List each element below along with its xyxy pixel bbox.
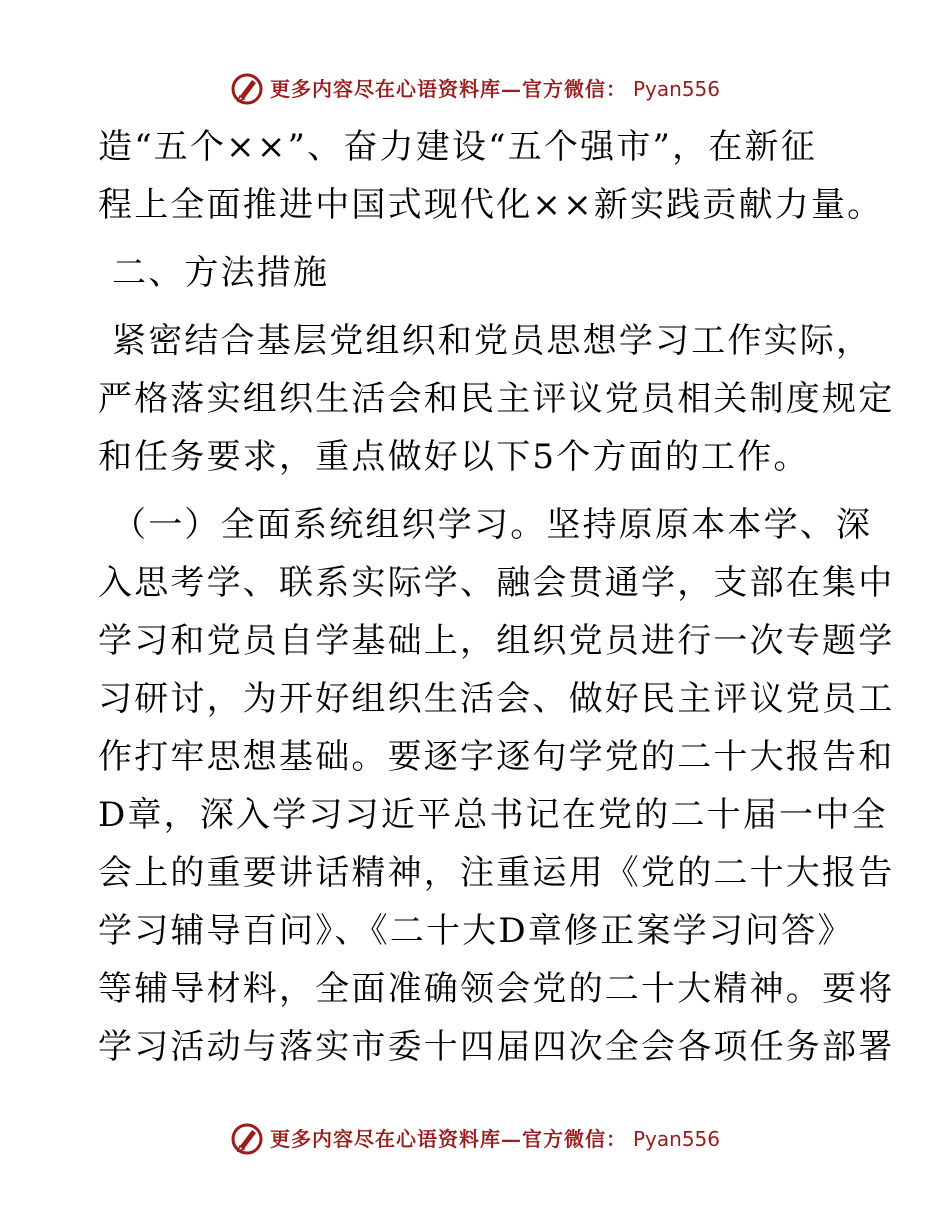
paragraph-line: 造“五个××”、奋力建设“五个强市”，在新征 xyxy=(98,127,817,167)
paragraph-line: 入思考学、联系实际学、融会贯通学，支部在集中 xyxy=(98,563,895,603)
paragraph-line: 学习辅导百问》、《二十大D章修正案学习问答》 xyxy=(98,911,854,951)
paragraph-line: D章，深入学习习近平总书记在党的二十届一中全 xyxy=(98,795,888,835)
paragraph-line: 紧密结合基层党组织和党员思想学习工作实际， xyxy=(112,321,873,361)
pen-logo-icon xyxy=(230,1122,264,1156)
subsection-heading-line: （一）全面系统组织学习。坚持原原本本学、深 xyxy=(112,505,873,545)
header-watermark xyxy=(0,72,950,106)
paragraph-line: 作打牢思想基础。要逐字逐句学党的二十大报告和 xyxy=(98,737,895,777)
paragraph-line: 习研讨，为开好组织生活会、做好民主评议党员工 xyxy=(98,679,895,719)
watermark-text: 更多内容尽在心语资料库—官方微信： xyxy=(269,1127,627,1151)
watermark-wechat-id: Pyan556 xyxy=(632,1127,720,1151)
paragraph-line: 学习和党员自学基础上，组织党员进行一次专题学 xyxy=(98,621,895,661)
paragraph-line: 和任务要求，重点做好以下5个方面的工作。 xyxy=(98,437,810,477)
pen-logo-icon xyxy=(230,72,264,106)
footer-watermark xyxy=(0,1122,950,1156)
paragraph-line: 严格落实组织生活会和民主评议党员相关制度规定 xyxy=(98,379,895,419)
paragraph-line: 会上的重要讲话精神，注重运用《党的二十大报告 xyxy=(98,853,895,893)
document-body xyxy=(98,118,895,1076)
watermark-wechat-id: Pyan556 xyxy=(632,77,720,101)
section-heading: 二、方法措施 xyxy=(112,253,330,293)
watermark-text: 更多内容尽在心语资料库—官方微信： xyxy=(269,77,627,101)
paragraph-line: 等辅导材料，全面准确领会党的二十大精神。要将 xyxy=(98,969,895,1009)
paragraph-line: 程上全面推进中国式现代化××新实践贡献力量。 xyxy=(98,185,884,225)
paragraph-line: 学习活动与落实市委十四届四次全会各项任务部署 xyxy=(98,1027,895,1067)
